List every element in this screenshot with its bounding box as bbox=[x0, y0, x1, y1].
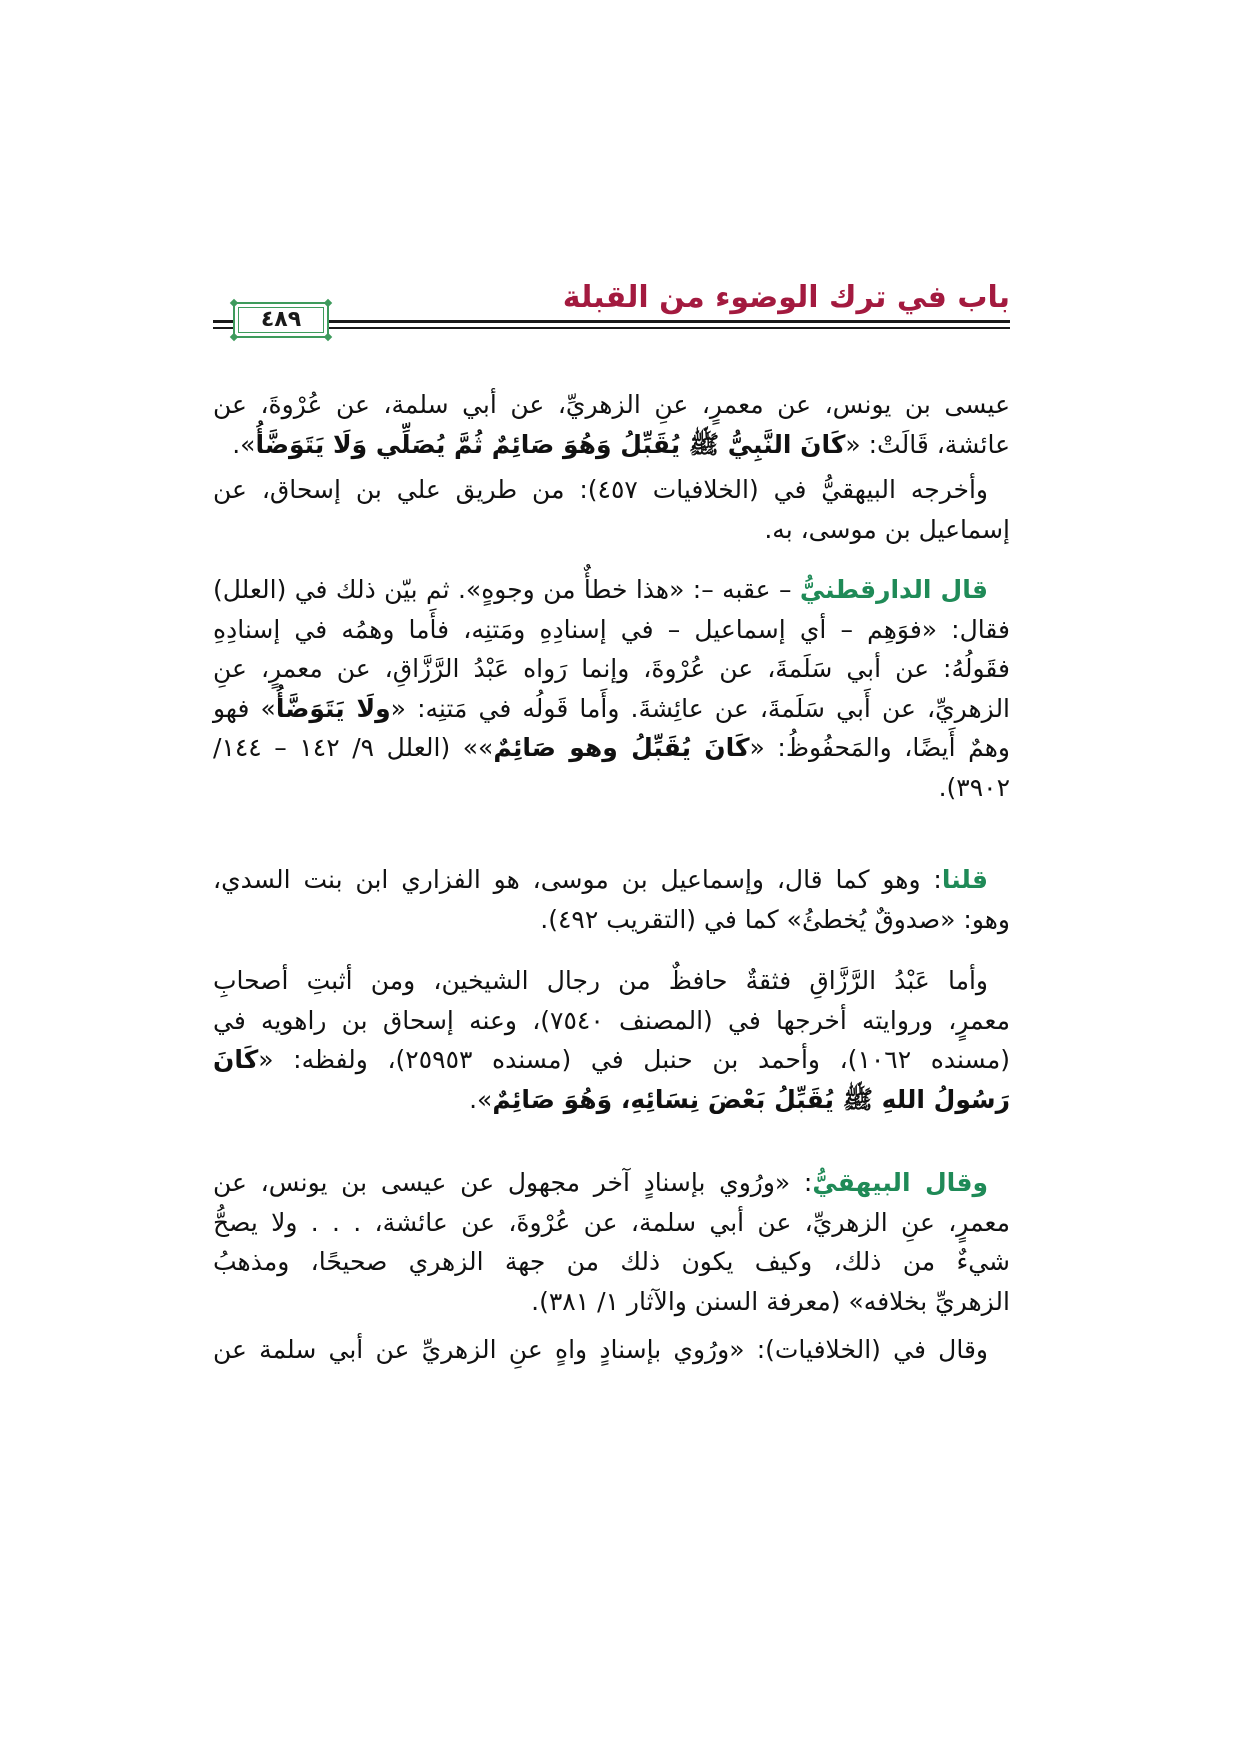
text-line bbox=[213, 768, 1010, 808]
speaker-label: قلنا bbox=[941, 865, 988, 894]
text-line bbox=[213, 610, 1010, 650]
speaker-label: قال الدارقطنيُّ bbox=[799, 575, 989, 604]
frame-ornament-icon bbox=[230, 333, 238, 341]
paragraph-4 bbox=[213, 860, 1010, 939]
text-run: فقَولُهُ: عن أبي سَلَمةَ، عن عُرْوةَ، وإنما رَواه عَبْدُ الرَّزَّاقِ، عن معمرٍ، عنِ bbox=[213, 654, 1010, 683]
text-run: : «ورُوي بإسنادٍ آخر مجهول عن عيسى بن يونس، عن bbox=[213, 1168, 813, 1197]
text-run: عيسى بن يونس، عن معمرٍ، عنِ الزهريِّ، عن أبي سلمة، عن عُرْوةَ، عن bbox=[213, 390, 1010, 419]
header-rule-thick bbox=[213, 320, 1010, 323]
text-run: وأخرجه البيهقيُّ في (الخلافيات ٤٥٧): من طريق علي بن إسحاق، عن bbox=[213, 475, 988, 504]
frame-ornament-icon bbox=[230, 299, 238, 307]
text-run: الزهريِّ بخلافه» (معرفة السنن والآثار ١/ ٣٨١). bbox=[531, 1286, 1010, 1316]
text-line bbox=[213, 1040, 1010, 1080]
text-run: وهمٌ أَيضًا، والمَحفُوظُ: « bbox=[749, 733, 1010, 762]
speaker-label: وقال البيهقيُّ bbox=[812, 1168, 988, 1197]
paragraph-1 bbox=[213, 385, 1010, 464]
chapter-title: باب في ترك الوضوء من القبلة bbox=[562, 280, 1010, 315]
header-rule-thin bbox=[213, 327, 1010, 329]
text-line bbox=[213, 1163, 1010, 1203]
text-line bbox=[213, 1001, 1010, 1041]
text-line bbox=[213, 425, 1010, 465]
text-run: ». bbox=[469, 1084, 493, 1114]
text-line bbox=[213, 1242, 1010, 1282]
text-line bbox=[213, 1080, 1010, 1120]
text-line bbox=[213, 385, 1010, 425]
paragraph-5 bbox=[213, 961, 1010, 1119]
text-line bbox=[213, 728, 1010, 768]
quoted-hadith: كَانَ النَّبِيُّ ﷺ يُقَبِّلُ وَهُوَ صَائِمٌ ثُمَّ يُصَلِّي وَلَا يَتَوَضَّأُ bbox=[255, 429, 846, 459]
text-run: (مسنده ١٠٦٢)، وأحمد بن حنبل في (مسنده ٢٥٩٥٣)، ولفظه: « bbox=[258, 1045, 1010, 1074]
frame-ornament-icon bbox=[324, 333, 332, 341]
text-line bbox=[213, 1330, 1010, 1370]
text-run: فقال: «فوَهِم – أي إسماعيل – في إسنادِهِ ومَتنِه، فأَما وهمُه في إسنادِهِ bbox=[213, 614, 1010, 644]
text-line bbox=[213, 570, 1010, 610]
quoted-hadith: ولَا يَتَوَضَّأُ bbox=[275, 693, 391, 723]
text-run: : وهو كما قال، وإسماعيل بن موسى، هو الفزاري ابن بنت السدي، bbox=[213, 865, 942, 894]
text-run: »» (العلل ٩/ ١٤٢ – ١٤٤/ bbox=[213, 733, 494, 762]
text-line bbox=[213, 860, 1010, 900]
text-run: الزهريِّ، عن أَبي سَلَمةَ، عن عائِشةَ. وأَما قَولُه في مَتنِه: « bbox=[390, 693, 1011, 723]
text-line bbox=[213, 961, 1010, 1001]
paragraph-7 bbox=[213, 1330, 1010, 1370]
page-number-frame bbox=[233, 302, 329, 338]
frame-ornament-icon bbox=[324, 299, 332, 307]
text-line bbox=[213, 1203, 1010, 1243]
text-run: معمرٍ، عنِ الزهريِّ، عن أبي سلمة، عن عُرْوةَ، عن عائشة، . . . ولا يصحُّ bbox=[213, 1207, 1010, 1237]
quoted-hadith: كَانَ يُقَبِّلُ وهو صَائِمٌ bbox=[493, 733, 750, 762]
page-number: ٤٨٩ bbox=[260, 307, 302, 332]
text-line bbox=[213, 900, 1010, 940]
text-run: وأما عَبْدُ الرَّزَّاقِ فثقةٌ حافظٌ من رجال الشيخين، ومن أثبتِ أصحابِ bbox=[213, 966, 988, 995]
text-run: – عقبه –: «هذا خطأٌ من وجوهٍ». ثم بيّن ذلك في (العلل) bbox=[213, 575, 800, 604]
text-run: عائشة، قَالَتْ: « bbox=[845, 429, 1010, 459]
paragraph-6 bbox=[213, 1163, 1010, 1321]
text-line bbox=[213, 649, 1010, 689]
text-line bbox=[213, 510, 1010, 550]
text-run: ٣٩٠٢). bbox=[938, 772, 1010, 802]
text-run: ». bbox=[232, 429, 256, 459]
text-run: وهو: «صدوقٌ يُخطئُ» كما في (التقريب ٤٩٢). bbox=[540, 904, 1010, 934]
text-line bbox=[213, 470, 1010, 510]
quoted-hadith: كَانَ bbox=[213, 1045, 259, 1074]
text-run: إسماعيل بن موسى، به. bbox=[764, 514, 1010, 544]
text-line bbox=[213, 1282, 1010, 1322]
paragraph-2 bbox=[213, 470, 1010, 549]
paragraph-3 bbox=[213, 570, 1010, 807]
text-run: معمرٍ، وروايته أخرجها في (المصنف ٧٥٤٠)، وعنه إسحاق بن راهويه في bbox=[213, 1005, 1010, 1035]
text-run: شيءٌ من ذلك، وكيف يكون ذلك من جهة الزهري صحيحًا، ومذهبُ bbox=[213, 1247, 1010, 1276]
quoted-hadith: رَسُولُ اللهِ ﷺ يُقَبِّلُ بَعْضَ نِسَائِهِ، وَهُوَ صَائِمٌ bbox=[492, 1084, 1010, 1114]
text-run: وقال في (الخلافيات): «ورُوي بإسنادٍ واهٍ عنِ الزهريِّ عن أبي سلمة عن bbox=[213, 1335, 988, 1364]
text-run: » فهو bbox=[213, 693, 276, 723]
text-line bbox=[213, 689, 1010, 729]
